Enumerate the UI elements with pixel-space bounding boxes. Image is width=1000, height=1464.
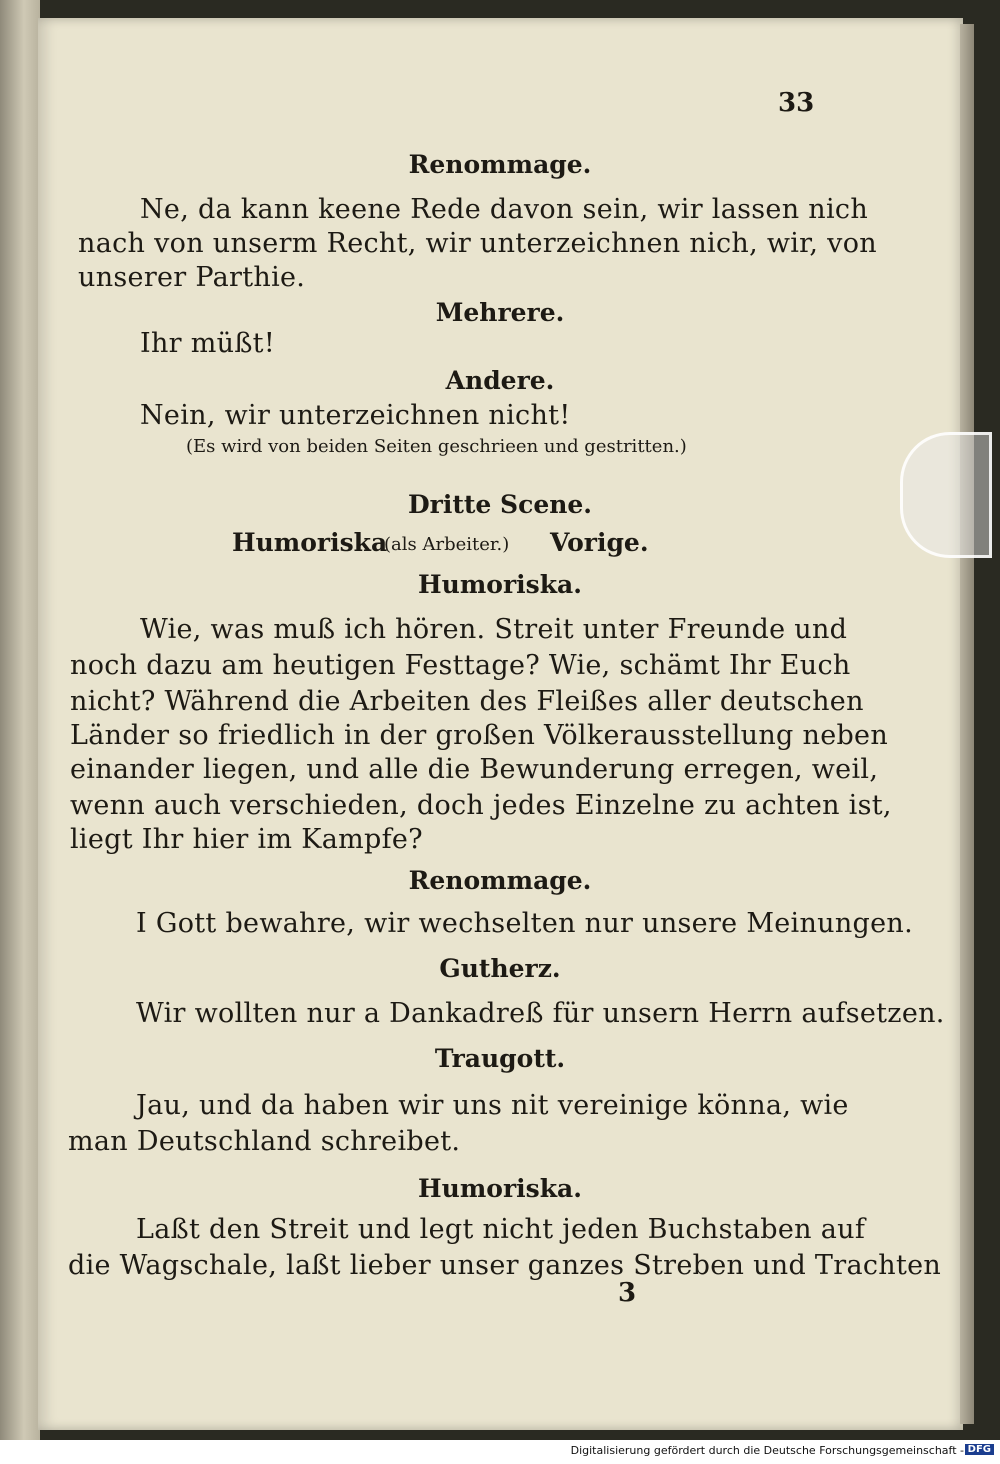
text-line: Wir wollten nur a Dankadreß für unsern Herrn aufsetzen. — [136, 998, 945, 1029]
dfg-logo: DFG — [965, 1444, 994, 1455]
speaker-heading: Humoriska. — [418, 570, 582, 599]
text-line: wenn auch verschieden, doch jedes Einzelne zu achten ist, — [70, 790, 892, 821]
page-edge — [960, 24, 974, 1424]
character-note: (als Arbeiter.) — [384, 534, 510, 555]
speaker-heading: Renommage. — [408, 866, 592, 895]
page-number: 33 — [778, 88, 815, 118]
text-line: Jau, und da haben wir uns nit vereinige könna, wie — [136, 1090, 849, 1121]
footer-credit: Digitalisierung gefördert durch die Deutsche Forschungsgemeinschaft - — [570, 1444, 964, 1457]
signature-mark: 3 — [618, 1278, 637, 1308]
text-line: liegt Ihr hier im Kampfe? — [70, 824, 423, 855]
text-line: I Gott bewahre, wir wechselten nur unsere Meinungen. — [136, 908, 913, 939]
text-line: Länder so friedlich in der großen Völkerausstellung neben — [70, 720, 889, 751]
text-line: Ne, da kann keene Rede davon sein, wir lassen nich — [140, 194, 869, 225]
text-line: unserer Parthie. — [78, 262, 306, 293]
text-line: man Deutschland schreibet. — [68, 1126, 461, 1157]
speaker-heading: Mehrere. — [435, 298, 565, 327]
stage-direction: (Es wird von beiden Seiten geschrieen und gestritten.) — [186, 436, 687, 457]
text-line: Laßt den Streit und legt nicht jeden Buchstaben auf — [136, 1214, 866, 1245]
character-name: Humoriska — [232, 528, 388, 557]
book-spine — [0, 0, 40, 1440]
text-line: Ihr müßt! — [140, 328, 275, 359]
text-line: nicht? Während die Arbeiten des Fleißes aller deutschen — [70, 686, 864, 717]
text-line: Wie, was muß ich hören. Streit unter Freunde und — [140, 614, 848, 645]
speaker-heading: Renommage. — [408, 150, 592, 179]
footer-bar — [0, 1440, 1000, 1464]
speaker-heading: Humoriska. — [418, 1174, 582, 1203]
text-line: noch dazu am heutigen Festtage? Wie, schämt Ihr Euch — [70, 650, 851, 681]
text-line: einander liegen, und alle die Bewunderung erregen, weil, — [70, 754, 879, 785]
scene-heading: Dritte Scene. — [407, 490, 593, 519]
speaker-heading: Gutherz. — [439, 954, 561, 983]
speaker-heading: Andere. — [445, 366, 555, 395]
speaker-heading: Traugott. — [434, 1044, 566, 1073]
character-name: Vorige. — [550, 528, 649, 557]
text-line: nach von unserm Recht, wir unterzeichnen nich, wir, von — [78, 228, 877, 259]
text-line: die Wagschale, laßt lieber unser ganzes Streben und Trachten — [68, 1250, 942, 1281]
text-line: Nein, wir unterzeichnen nicht! — [140, 400, 571, 431]
